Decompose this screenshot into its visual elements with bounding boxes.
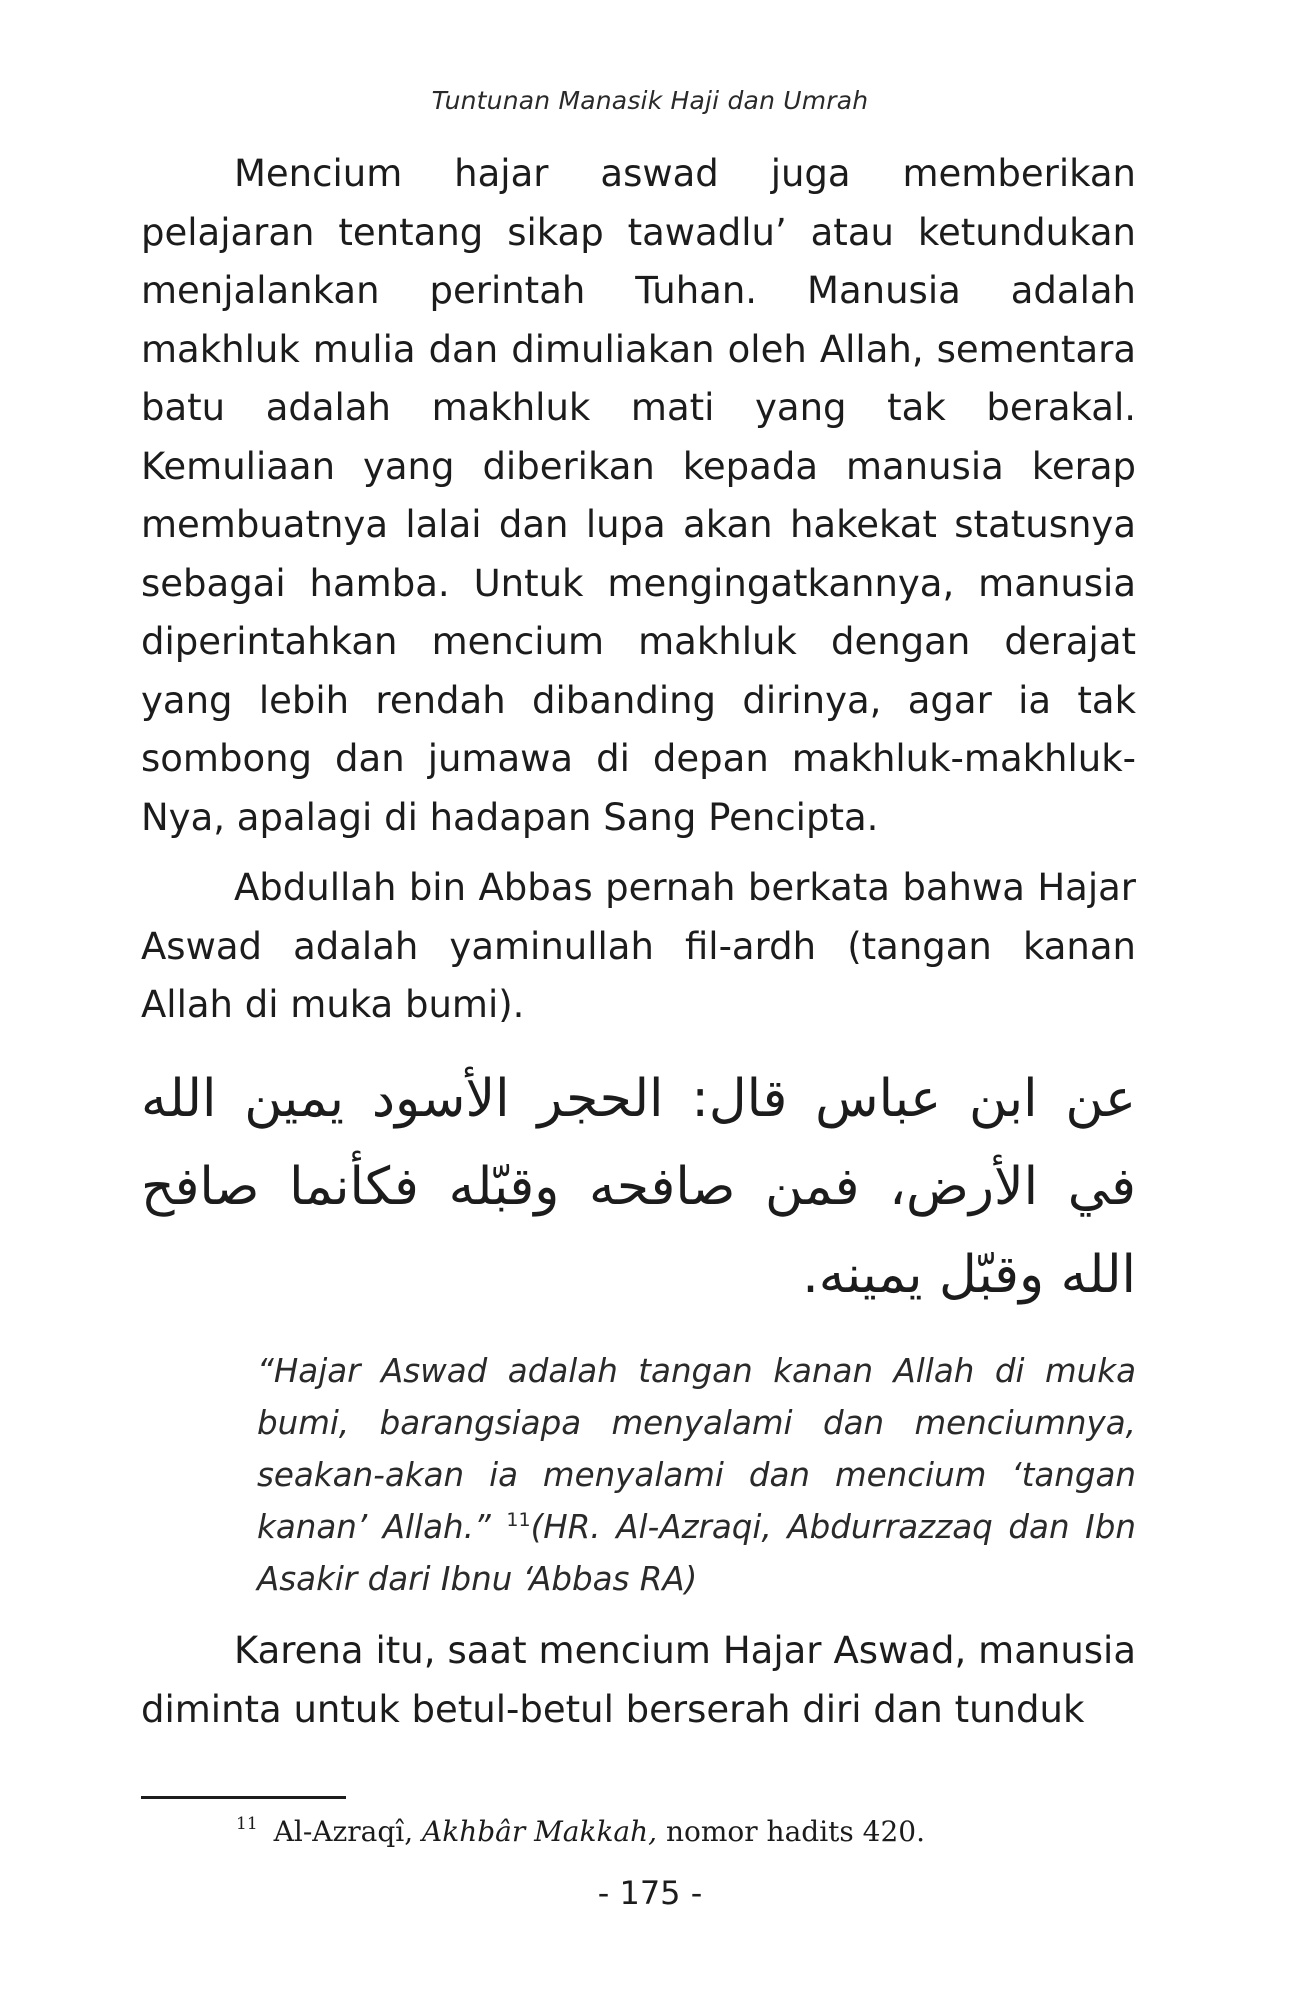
paragraph-3: Karena itu, saat mencium Hajar Aswad, manusia diminta untuk betul-betul berserah diri dan tunduk [141, 1629, 1136, 1731]
footnote-detail: nomor hadits 420. [665, 1815, 926, 1848]
paragraph-1: Mencium hajar aswad juga memberikan pelajaran tentang sikap tawadlu’ atau ketundukan menjalankan perintah Tuhan. Manusia adalah makhluk mulia dan dimuliakan oleh Allah, sementara batu adalah makhluk mati yang tak berakal. Kemuliaan yang diberikan kepada manusia kerap membuatnya lalai dan lupa akan hakekat statusnya sebagai hamba. Untuk mengingatkannya, manusia diperintahkan mencium makhluk dengan derajat yang lebih rendah dibanding dirinya, agar ia tak sombong dan jumawa di depan makhluk-makhluk-Nya, apalagi di hadapan Sang Pencipta. [141, 152, 1136, 839]
footnote-title: Akhbâr Makkah, [422, 1815, 658, 1848]
hadith-translation [257, 1345, 1136, 1605]
running-header: Tuntunan Manasik Haji dan Umrah [431, 86, 869, 115]
footnote-divider [141, 1796, 346, 1799]
paragraph-2: Abdullah bin Abbas pernah berkata bahwa Hajar Aswad adalah yaminullah fil-ardh (tangan kanan Allah di muka bumi). [141, 866, 1136, 1026]
page-number: - 175 - [597, 1874, 703, 1912]
arabic-hadith: عن ابن عباس قال: الحجر الأسود يمين الله في الأرض، فمن صافحه وقبّله فكأنما صافح الله وقبّل يمينه. [141, 1069, 1136, 1305]
quote-text: “Hajar Aswad adalah tangan kanan Allah di muka bumi, barangsiapa menyalami dan menciumnya, seakan-akan ia menyalami dan mencium ‘tangan kanan’ Allah.” [257, 1352, 1136, 1546]
footnote-author: Al-Azraqî, [273, 1815, 414, 1848]
footnote-reference[interactable]: 11 [506, 1509, 531, 1531]
quote-source: (HR. Al-Azraqi, Abdurrazzaq dan Ibn Asakir dari Ibnu ‘Abbas RA) [257, 1508, 1136, 1598]
footnote-number: 11 [236, 1814, 258, 1834]
footnote [236, 1812, 925, 1852]
